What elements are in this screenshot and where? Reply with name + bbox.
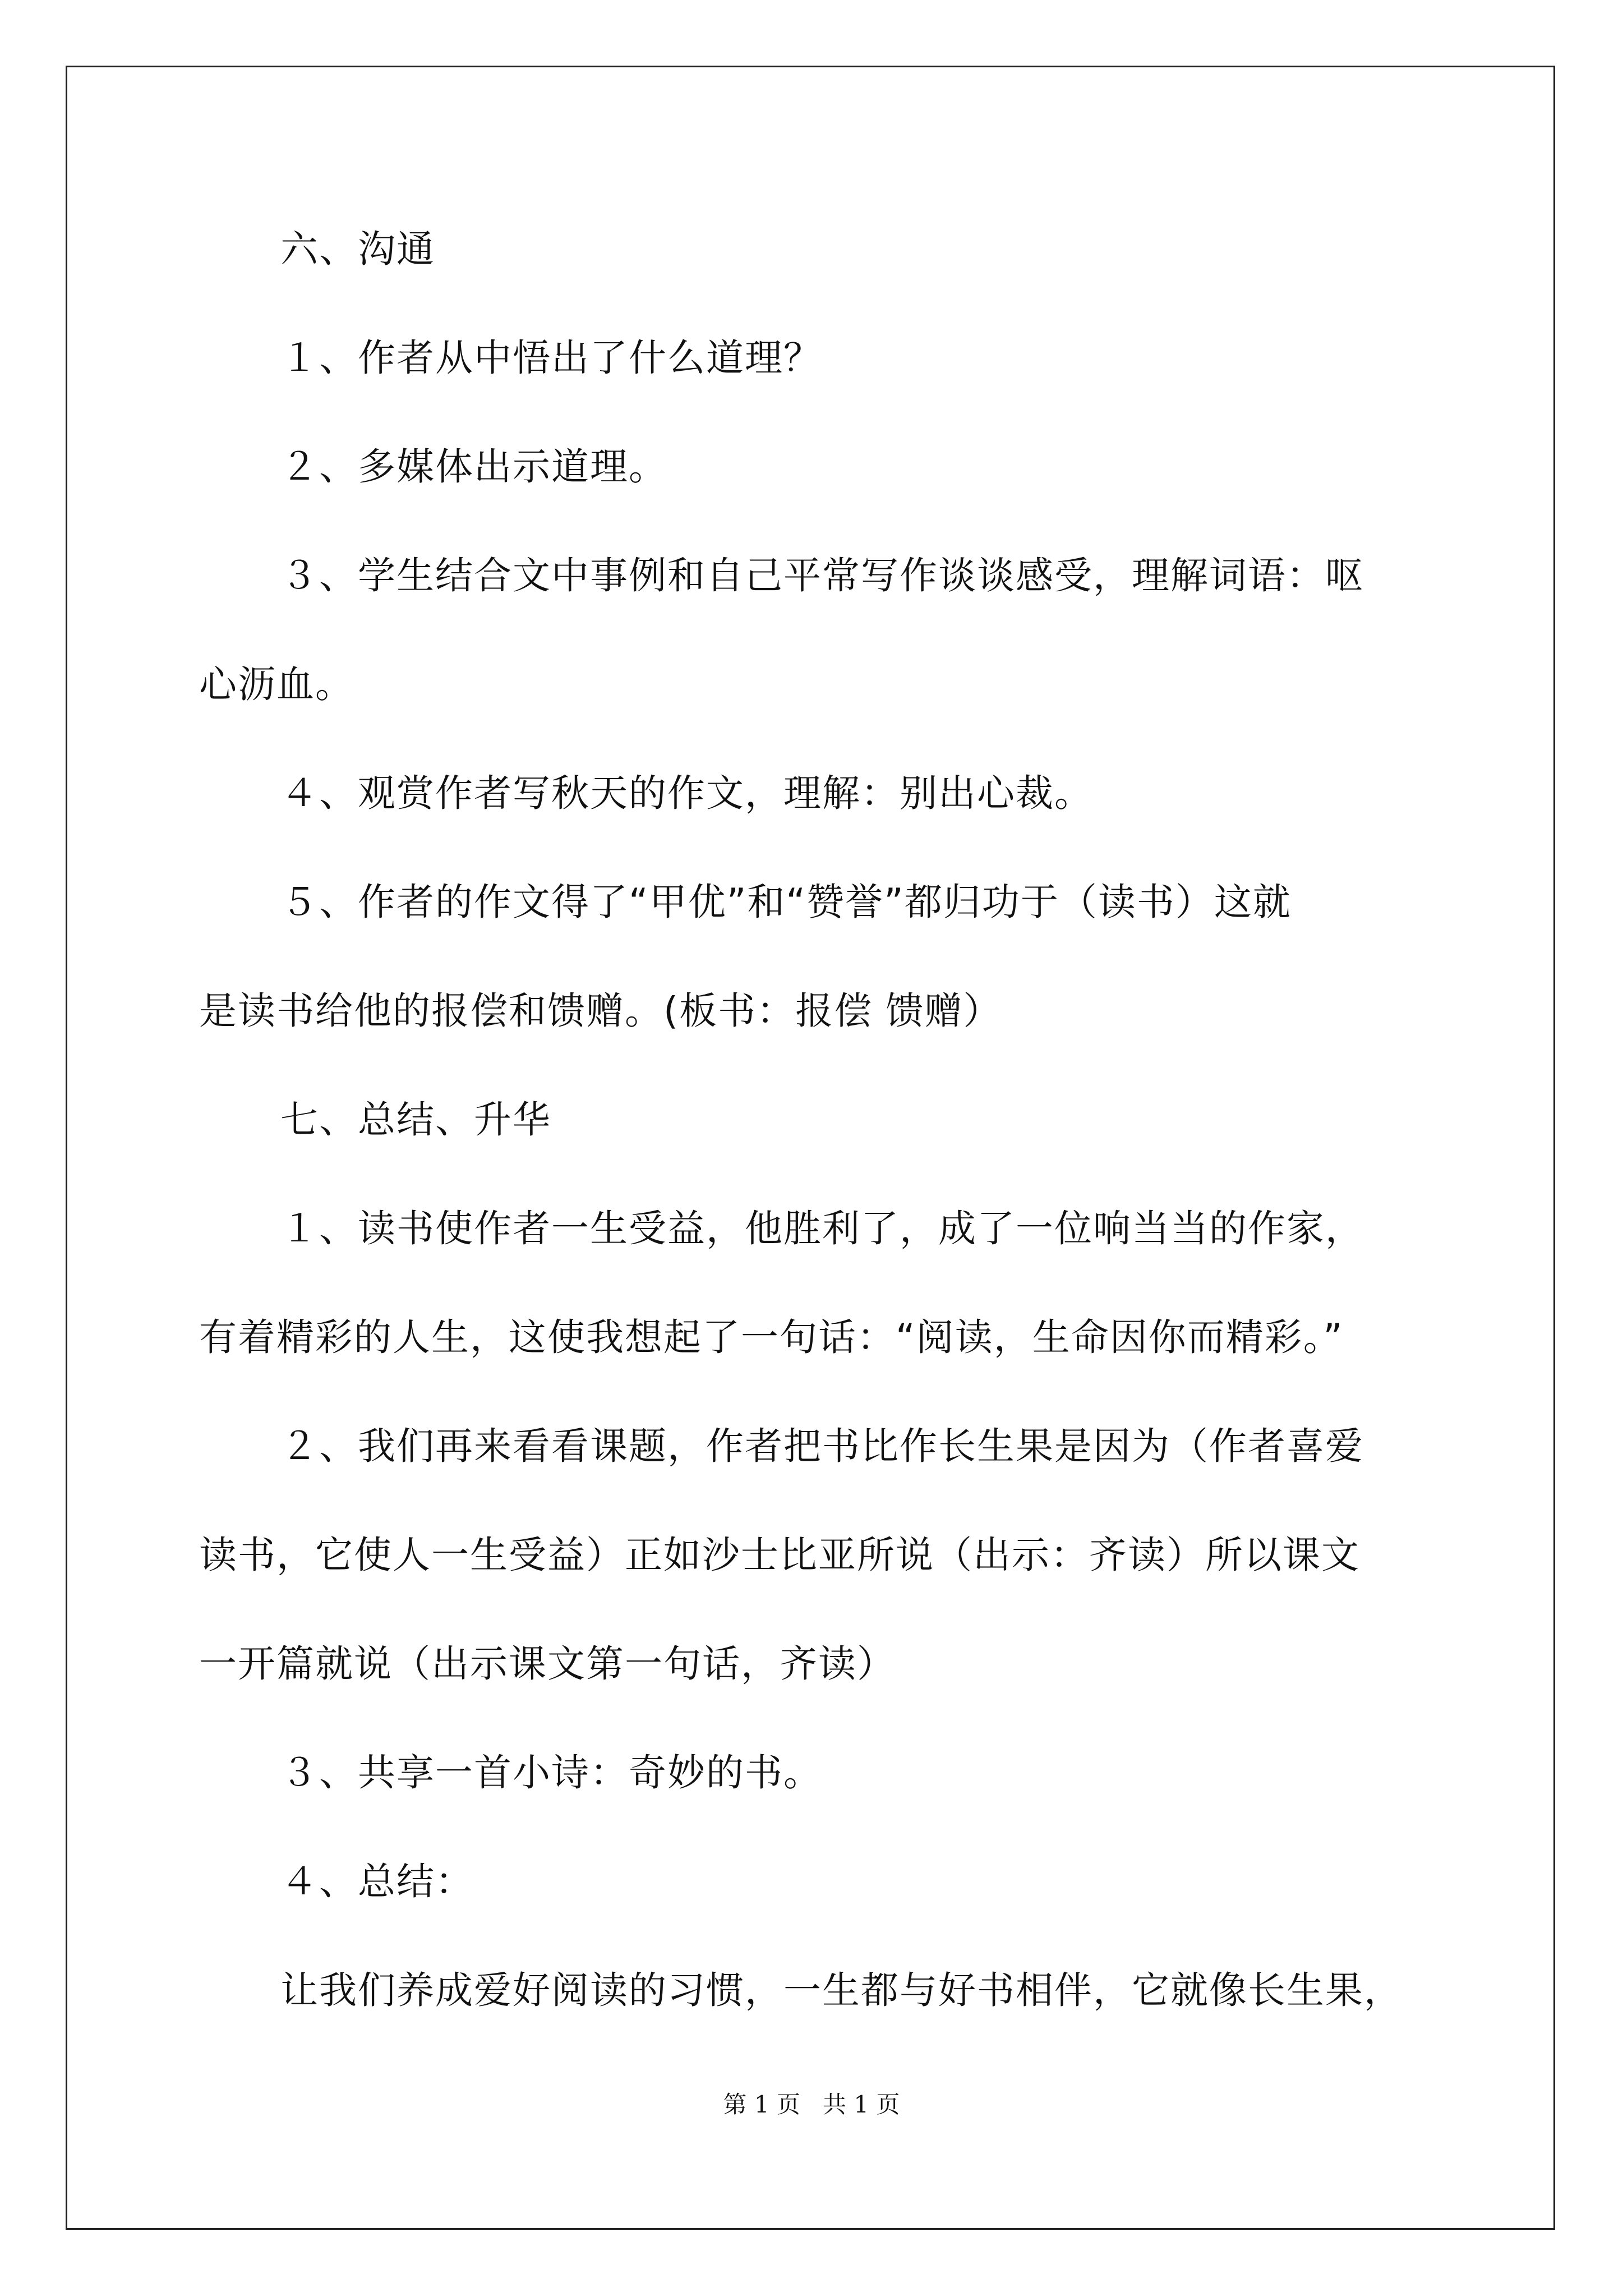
paragraph-line: ５、作者的作文得了“甲优”和“赞誉”都归功于（读书）这就: [280, 880, 1292, 924]
paragraph-line: ３、共享一首小诗：奇妙的书。: [280, 1751, 822, 1795]
paragraph-line: ４、总结：: [280, 1860, 474, 1903]
paragraph-line: ４、观赏作者写秋天的作文，理解：别出心裁。: [280, 771, 1093, 815]
page-border: [66, 66, 1555, 2230]
paragraph-line: １、读书使作者一生受益，他胜利了，成了一位响当当的作家，: [280, 1207, 1364, 1250]
paragraph-line: 一开篇就说（出示课文第一句话，齐读）: [199, 1642, 896, 1686]
paragraph-line: 是读书给他的报偿和馈赠。(板书：报偿 馈赠）: [199, 989, 1002, 1033]
paragraph-line: １、作者从中悟出了什么道理？: [280, 336, 822, 380]
paragraph-line: ２、多媒体出示道理。: [280, 445, 667, 489]
page-footer: 第 1 页 共 1 页: [723, 2091, 900, 2118]
paragraph-line: 心沥血。: [199, 662, 354, 706]
paragraph-line: 让我们养成爱好阅读的习惯，一生都与好书相伴，它就像长生果，: [280, 1968, 1403, 2012]
paragraph-line: 有着精彩的人生，这使我想起了一句话：“阅读，生命因你而精彩。”: [199, 1315, 1344, 1359]
section-heading-7: 七、总结、升华: [280, 1098, 551, 1142]
paragraph-line: 读书，它使人一生受益）正如沙士比亚所说（出示：齐读）所以课文: [199, 1533, 1360, 1577]
paragraph-line: ３、学生结合文中事例和自己平常写作谈谈感受，理解词语：呕: [280, 554, 1364, 597]
paragraph-line: ２、我们再来看看课题，作者把书比作长生果是因为（作者喜爱: [280, 1424, 1364, 1468]
section-heading-6: 六、沟通: [280, 227, 435, 271]
